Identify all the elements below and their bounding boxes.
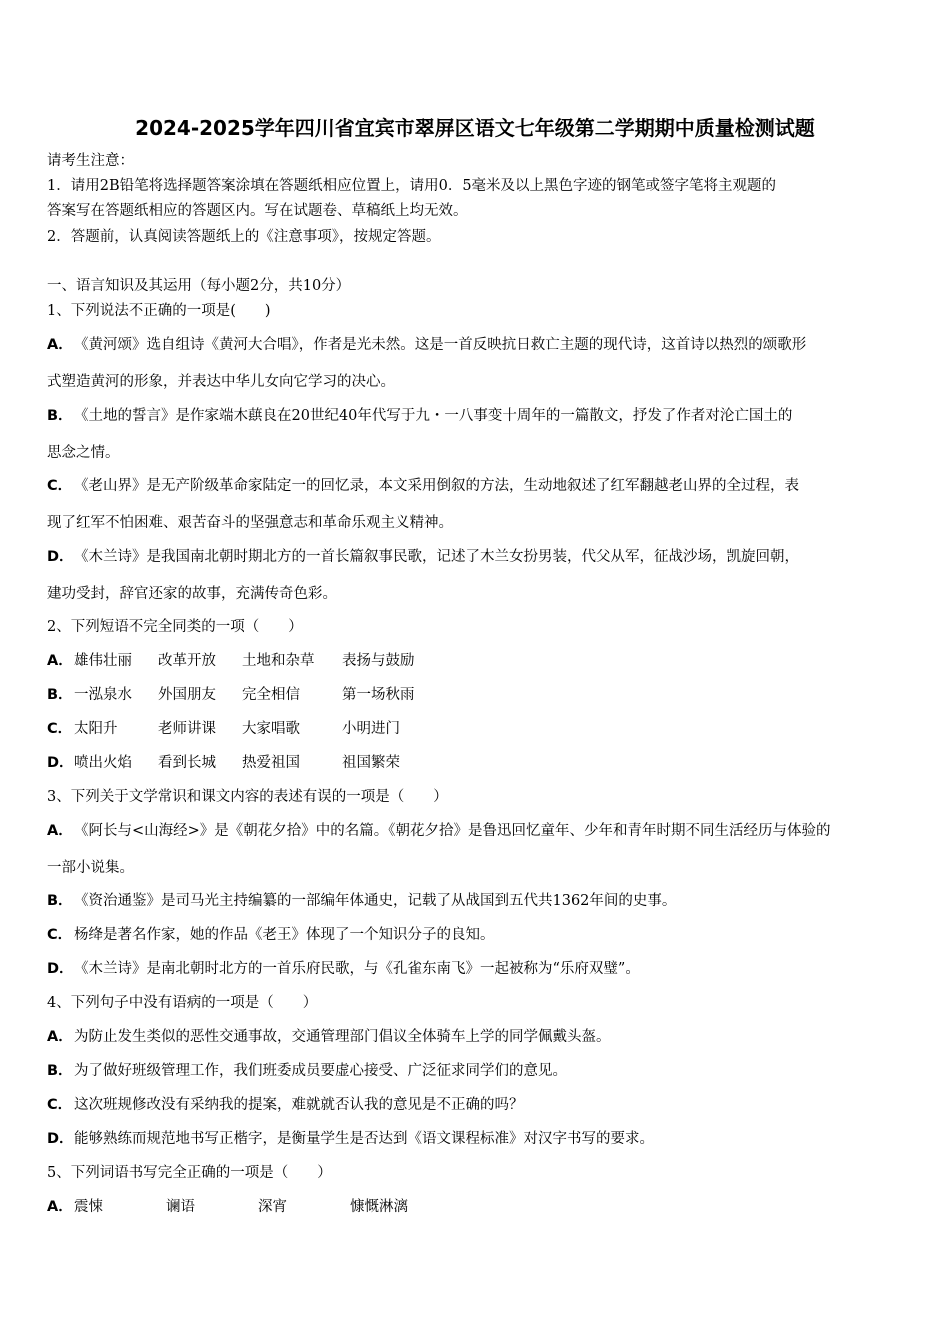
- q3-option-d: [47, 960, 640, 978]
- notice-item1-line2: 答案写在答题纸相应的答题区内。写在试题卷、草稿纸上均无效。: [47, 203, 468, 219]
- option-label: C．: [47, 927, 73, 943]
- option-label: D．: [47, 755, 74, 771]
- option-text: 《木兰诗》是我国南北朝时期北方的一首长篇叙事民歌，记述了木兰女扮男装，代父从军，征战沙场，凯旋回朝，: [74, 549, 799, 565]
- notice-item1-line1: 1．请用2B铅笔将选择题答案涂填在答题纸相应位置上，请用0．5毫米及以上黑色字迹的钢笔或签字笔将主观题的: [47, 178, 777, 194]
- q1-option-d: [47, 548, 799, 566]
- q1-option-b-cont: 思念之情。: [47, 445, 120, 461]
- q2-option-b: [47, 686, 415, 704]
- q3-stem: 3、下列关于文学常识和课文内容的表述有误的一项是（ ）: [47, 789, 448, 805]
- option-text: 为防止发生类似的恶性交通事故，交通管理部门倡议全体骑车上学的同学佩戴头盔。: [74, 1029, 611, 1045]
- option-label: A．: [47, 823, 73, 839]
- option-label: B．: [47, 687, 73, 703]
- option-label: B．: [47, 1063, 73, 1079]
- q2-option-c: [47, 720, 400, 738]
- phrase: 热爱祖国: [242, 755, 300, 771]
- phrase: 喷出火焰: [74, 755, 132, 771]
- phrase: 太阳升: [74, 721, 118, 737]
- notice-item2: 2．答题前，认真阅读答题纸上的《注意事项》，按规定答题。: [47, 229, 441, 245]
- phrase: 祖国繁荣: [342, 755, 400, 771]
- option-label: C．: [47, 1097, 73, 1113]
- phrase: 外国朋友: [158, 687, 216, 703]
- option-text: 《资治通鉴》是司马光主持编纂的一部编年体通史，记载了从战国到五代共1362年间的史事。: [74, 893, 677, 909]
- phrase: 第一场秋雨: [342, 687, 415, 703]
- phrase: 雄伟壮丽: [74, 653, 132, 669]
- q2-option-a: [47, 652, 415, 670]
- q4-option-b: [47, 1062, 567, 1080]
- option-text: 为了做好班级管理工作，我们班委成员要虚心接受、广泛征求同学们的意见。: [74, 1063, 567, 1079]
- option-text: 能够熟练而规范地书写正楷字，是衡量学生是否达到《语文课程标准》对汉字书写的要求。: [74, 1131, 654, 1147]
- q2-stem: 2、下列短语不完全同类的一项（ ）: [47, 619, 303, 635]
- phrase: 土地和杂草: [242, 653, 315, 669]
- option-text: 《土地的誓言》是作家端木蕻良在20世纪40年代写于九・一八事变十周年的一篇散文，抒发了作者对沦亡国土的: [74, 408, 793, 424]
- exam-title: 2024-2025学年四川省宜宾市翠屏区语文七年级第二学期期中质量检测试题: [135, 116, 815, 140]
- option-label: B．: [47, 408, 73, 424]
- q1-option-b: [47, 407, 792, 425]
- q1-option-a: [47, 336, 806, 354]
- q4-option-c: [47, 1096, 524, 1114]
- option-text: 《老山界》是无产阶级革命家陆定一的回忆录，本文采用倒叙的方法，生动地叙述了红军翻越老山界的全过程，表: [74, 478, 799, 494]
- option-label: A．: [47, 1199, 73, 1215]
- option-label: D．: [47, 1131, 74, 1147]
- q3-option-a: [47, 822, 831, 840]
- section-heading: 一、语言知识及其运用（每小题2分，共10分）: [47, 278, 351, 294]
- q3-option-b: [47, 892, 676, 910]
- notice-heading: 请考生注意：: [47, 153, 134, 169]
- q4-option-a: [47, 1028, 611, 1046]
- option-label: A．: [47, 1029, 73, 1045]
- option-label: C．: [47, 478, 73, 494]
- q1-stem: 1、下列说法不正确的一项是( ): [47, 303, 271, 319]
- q5-option-a: [47, 1198, 408, 1216]
- q2-option-d: [47, 754, 400, 772]
- option-text: 《黄河颂》选自组诗《黄河大合唱》，作者是光未然。这是一首反映抗日救亡主题的现代诗，这首诗以热烈的颂歌形: [74, 337, 807, 353]
- q5-stem: 5、下列词语书写完全正确的一项是（ ）: [47, 1165, 332, 1181]
- word: 慷慨淋漓: [350, 1199, 408, 1215]
- q4-option-d: [47, 1130, 654, 1148]
- word: 谰语: [166, 1199, 195, 1215]
- phrase: 老师讲课: [158, 721, 216, 737]
- option-label: D．: [47, 549, 74, 565]
- option-label: B．: [47, 893, 73, 909]
- q1-option-c-cont: 现了红军不怕困难、艰苦奋斗的坚强意志和革命乐观主义精神。: [47, 515, 453, 531]
- option-label: C．: [47, 721, 73, 737]
- phrase: 看到长城: [158, 755, 216, 771]
- phrase: 小明进门: [342, 721, 400, 737]
- q1-option-d-cont: 建功受封，辞官还家的故事，充满传奇色彩。: [47, 586, 337, 602]
- q1-option-a-cont: 式塑造黄河的形象，并表达中华儿女向它学习的决心。: [47, 374, 395, 390]
- q4-stem: 4、下列句子中没有语病的一项是（ ）: [47, 995, 318, 1011]
- q3-option-c: [47, 926, 495, 944]
- option-text: 这次班规修改没有采纳我的提案，难就就否认我的意见是不正确的吗？: [74, 1097, 524, 1113]
- word: 震悚: [74, 1199, 103, 1215]
- option-text: 《木兰诗》是南北朝时北方的一首乐府民歌，与《孔雀东南飞》一起被称为“乐府双璧”。: [74, 961, 640, 977]
- option-text: 《阿长与<山海经>》是《朝花夕拾》中的名篇。《朝花夕拾》是鲁迅回忆童年、少年和青年时期不同生活经历与体验的: [74, 823, 831, 839]
- q1-option-c: [47, 477, 799, 495]
- phrase: 改革开放: [158, 653, 216, 669]
- word: 深宵: [258, 1199, 287, 1215]
- phrase: 完全相信: [242, 687, 300, 703]
- phrase: 表扬与鼓励: [342, 653, 415, 669]
- option-label: A．: [47, 653, 73, 669]
- option-label: A．: [47, 337, 73, 353]
- option-text: 杨绛是著名作家，她的作品《老王》体现了一个知识分子的良知。: [74, 927, 495, 943]
- q3-option-a-cont: 一部小说集。: [47, 860, 134, 876]
- phrase: 一泓泉水: [74, 687, 132, 703]
- phrase: 大家唱歌: [242, 721, 300, 737]
- option-label: D．: [47, 961, 74, 977]
